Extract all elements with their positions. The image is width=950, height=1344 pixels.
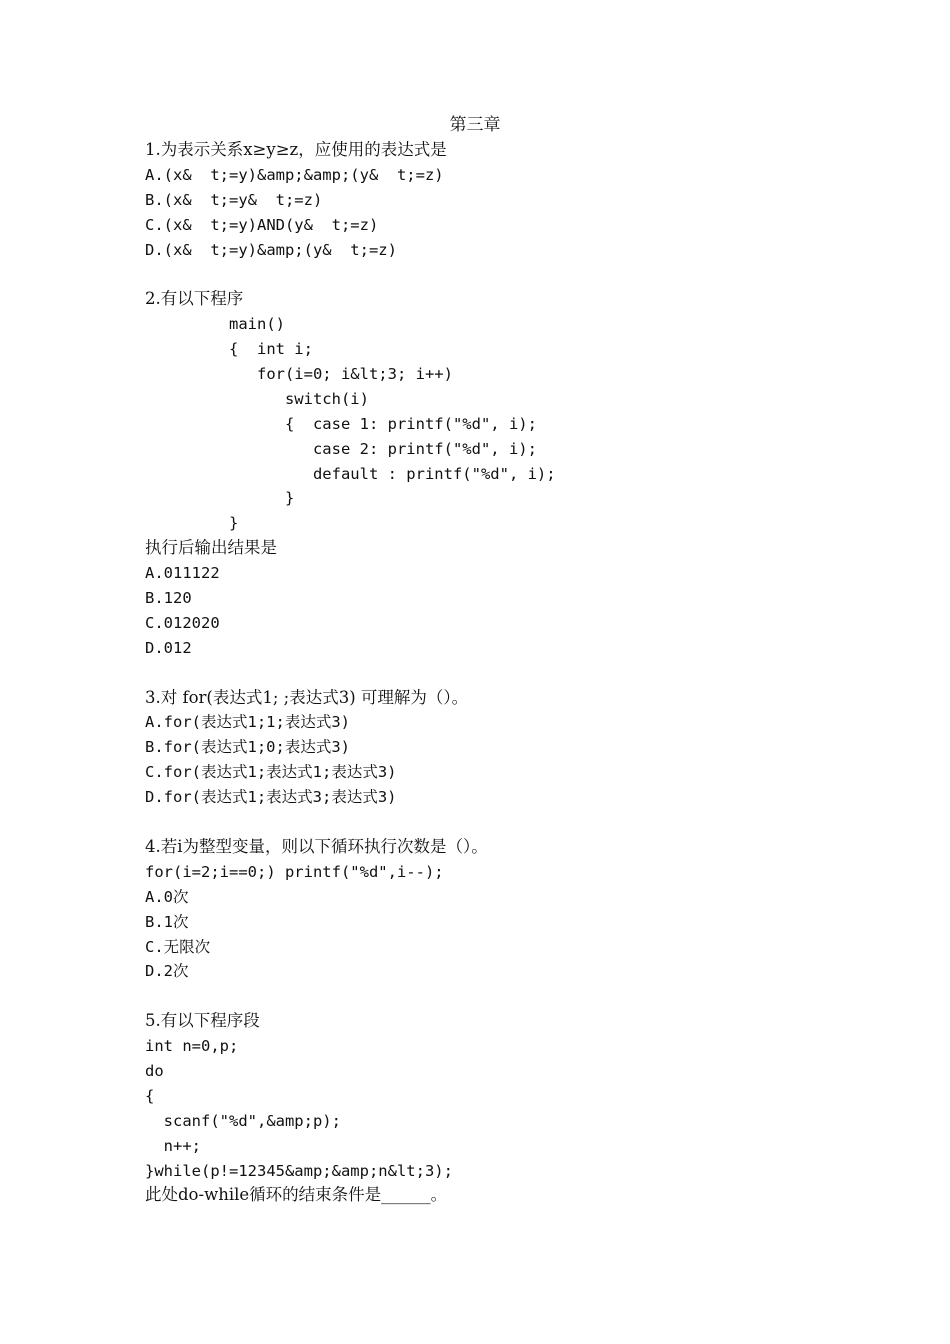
code-line: switch(i) <box>145 389 369 408</box>
question-1-option-c: C.(x& t;=y)AND(y& t;=z) <box>145 215 379 234</box>
spacer <box>145 810 925 835</box>
question-4 <box>145 835 925 984</box>
chapter-title: 第三章 <box>449 115 501 135</box>
spacer <box>145 262 925 287</box>
code-line: case 2: printf("%d", i); <box>145 439 537 458</box>
question-1-option-b: B.(x& t;=y& t;=z) <box>145 190 323 209</box>
question-2-option-c: C.012020 <box>145 613 220 632</box>
question-2-code <box>145 312 925 536</box>
question-1 <box>145 138 925 262</box>
question-5 <box>145 1009 925 1208</box>
question-3 <box>145 686 925 810</box>
question-2-stem: 2.有以下程序 <box>145 289 244 309</box>
question-5-prompt: 此处do-while循环的结束条件是______。 <box>145 1185 448 1205</box>
spacer <box>145 984 925 1009</box>
question-3-option-c: C.for(表达式1;表达式1;表达式3) <box>145 763 397 782</box>
question-5-stem: 5.有以下程序段 <box>145 1011 260 1031</box>
question-2-prompt: 执行后输出结果是 <box>145 538 277 558</box>
question-4-option-b: B.1次 <box>145 912 189 931</box>
code-line: } <box>145 489 295 508</box>
code-line: default : printf("%d", i); <box>145 464 556 483</box>
code-line: }while(p!=12345&amp;&amp;n&lt;3); <box>145 1161 453 1180</box>
question-2-option-b: B.120 <box>145 589 192 608</box>
code-line: main() <box>145 315 285 334</box>
code-line: scanf("%d",&amp;p); <box>145 1111 341 1130</box>
question-2-option-a: A.011122 <box>145 564 220 583</box>
question-3-option-a: A.for(表达式1;1;表达式3) <box>145 713 350 732</box>
code-line: { int i; <box>145 340 313 359</box>
question-3-option-b: B.for(表达式1;0;表达式3) <box>145 738 350 757</box>
question-4-option-d: D.2次 <box>145 962 189 981</box>
question-4-option-a: A.0次 <box>145 887 189 906</box>
code-line: do <box>145 1061 164 1080</box>
question-1-stem: 1.为表示关系x≥y≥z，应使用的表达式是 <box>145 140 447 159</box>
question-1-option-a: A.(x& t;=y)&amp;&amp;(y& t;=z) <box>145 165 444 184</box>
question-list <box>145 138 925 1208</box>
code-line: n++; <box>145 1136 201 1155</box>
question-2 <box>145 287 925 660</box>
question-4-option-c: C.无限次 <box>145 937 211 956</box>
code-line: for(i=0; i&lt;3; i++) <box>145 365 453 384</box>
spacer <box>145 661 925 686</box>
question-2-option-d: D.012 <box>145 638 192 657</box>
code-line: int n=0,p; <box>145 1037 239 1056</box>
question-4-stem: 4.若i为整型变量，则以下循环执行次数是（）。 <box>145 836 488 856</box>
code-line: { case 1: printf("%d", i); <box>145 414 537 433</box>
question-3-option-d: D.for(表达式1;表达式3;表达式3) <box>145 788 397 807</box>
question-5-code <box>145 1034 925 1183</box>
question-3-stem: 3.对 for(表达式1; ;表达式3) 可理解为（）。 <box>145 687 469 707</box>
code-line: { <box>145 1086 155 1105</box>
code-line: } <box>145 514 239 533</box>
question-4-code: for(i=2;i==0;) printf("%d",i--); <box>145 862 444 881</box>
question-1-option-d: D.(x& t;=y)&amp;(y& t;=z) <box>145 240 397 259</box>
